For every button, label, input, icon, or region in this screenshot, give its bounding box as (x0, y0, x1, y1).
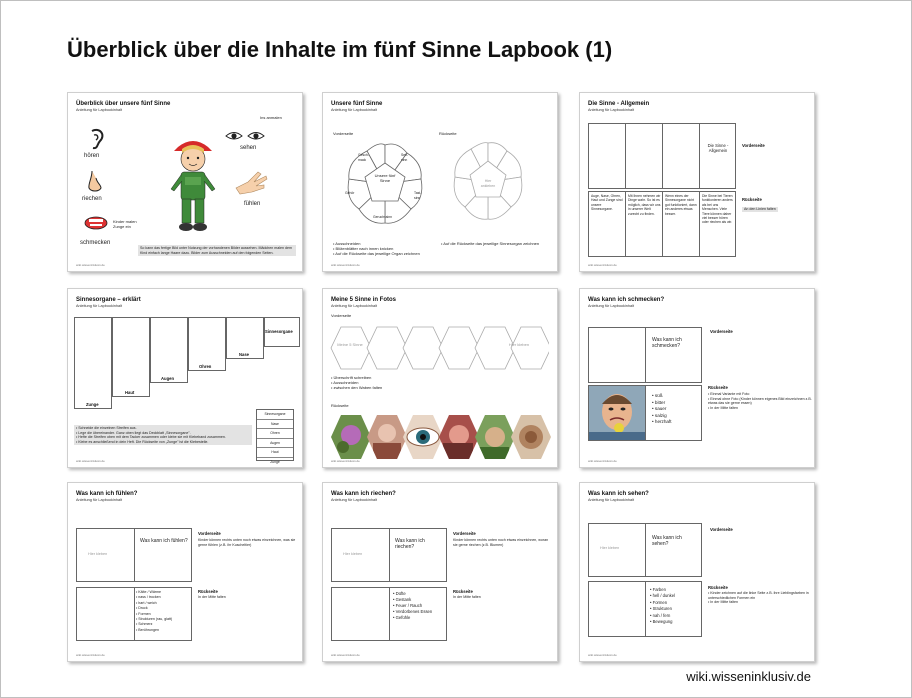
smell-item: • Düfte (393, 591, 447, 597)
strip-label-ohren: Ohren (199, 364, 212, 369)
see-item: • Strukturen (650, 606, 702, 612)
thumb-url: wiki.wisseninklusiv.de (76, 263, 105, 267)
see-item: • nah / fern (650, 613, 702, 619)
stack-item: Zunge (270, 459, 280, 464)
see-item: • Formen (650, 600, 702, 606)
thumb-subtitle: Anleitung für Lapbookinhalt (76, 304, 123, 308)
mouth-icon (84, 216, 108, 230)
thumb-url: wiki.wisseninklusiv.de (588, 653, 617, 657)
thumb-url: wiki.wisseninklusiv.de (76, 459, 105, 463)
back-note: In der Mitte falten (198, 595, 226, 599)
strip-label-haut: Haut (125, 390, 135, 395)
rueckseite-label: Rückseite (708, 585, 728, 590)
note: • Kinder zeichnen auf die linke Seite z.B. ihre Lieblingsfarben in unterschiedlichen Formen ein (708, 591, 812, 600)
back-card-divider (645, 385, 646, 441)
thumb-subtitle: Anleitung für Lapbookinhalt (76, 498, 123, 502)
thumb-sinne-in-fotos[interactable] (322, 288, 558, 468)
label-schmecken: schmecken (80, 240, 111, 246)
thumb-subtitle: Anleitung für Lapbookinhalt (588, 304, 635, 308)
strip-label-nase: Nase (239, 352, 250, 357)
label-malen: Kinder malen Zunge ein (113, 219, 137, 229)
bullet: • Überschrift schreiben (331, 375, 481, 380)
thumb-title: Sinnesorgane – erklärt (76, 297, 141, 303)
feel-item: • Strukturen (rau, glatt) (136, 617, 192, 622)
see-item: • hell / dunkel (650, 593, 702, 599)
thumb-title: Unsere fünf Sinne (331, 101, 383, 107)
bullets-right (441, 241, 551, 246)
see-item: • Farben (650, 587, 702, 593)
rueckseite-label: Rückseite (331, 403, 349, 408)
instructions (74, 425, 252, 445)
thumb-url: wiki.wisseninklusiv.de (588, 459, 617, 463)
stack-item: Nase (257, 420, 293, 430)
taste-item: • bitter (652, 400, 700, 407)
back-card-divider (645, 581, 646, 637)
hier-ankleben: Hier ankleben (480, 179, 496, 188)
vorderseite-label: Vorderseite (453, 531, 476, 536)
thumb-url: wiki.wisseninklusiv.de (76, 653, 105, 657)
feel-item: • Schmerz (136, 622, 192, 627)
thumb-fuehlen[interactable] (67, 482, 303, 662)
back-card-divider (389, 587, 390, 641)
bullet: • Auf die Rückseite das jeweilige Organ zeichnen (333, 251, 437, 256)
rueckseite-label: Rückseite (708, 385, 728, 390)
thumb-title: Meine 5 Sinne in Fotos (331, 297, 397, 303)
card-question: Was kann ich schmecken? (652, 337, 682, 349)
vorderseite-label: Vorderseite (710, 527, 733, 532)
bullet: • zwischen den Waben falten (331, 385, 481, 390)
tasting-photo (589, 386, 645, 440)
front-col-divider-1 (625, 123, 626, 189)
thumb-unsere-fuenf-sinne[interactable] (322, 92, 558, 272)
back-col-3: Wenn eines der Sinnesorgane nicht gut funktioniert, dann ein anderes etwas besser. (665, 194, 697, 216)
bullet: • Blütenblätter nach innen knicken (333, 246, 437, 251)
back-notes (708, 591, 812, 605)
thumb-url: wiki.wisseninklusiv.de (331, 653, 360, 657)
bullet: • Auf die Rückseite das jeweilige Sinnesorgan zeichnen (441, 241, 551, 246)
feel-item: • Formen (136, 612, 192, 617)
strip-label-augen: Augen (161, 376, 175, 381)
taste-item: • süß (652, 393, 700, 400)
vorderseite-label: Vorderseite (742, 143, 765, 148)
smell-list (393, 591, 447, 621)
stack-preview (256, 409, 294, 464)
feel-list (136, 590, 192, 633)
stack-item: Ohren (257, 429, 293, 439)
back-col-divider-1 (625, 191, 626, 257)
note: So kann das fertige Bild unter Nutzung der vorhandenen Bilder aussehen. Mädchen malen dem Kind einfach lange Haare dazu. Bilder zum Ausschneiden auf den folgenden Seiten. (138, 245, 296, 256)
bullet: • Lege die übereinander. Ganz oben liegt das Deckblatt „Sinnesorgane". (76, 431, 250, 436)
vorderseite-label: Vorderseite (333, 131, 354, 136)
stack-item: Augen (257, 439, 293, 449)
petal-label-5: Geruchssinn (373, 215, 393, 219)
note: • Einmal ohne Foto (Kinder können eigenes Bild einzeichnen z.B. etwas das sie gerne essen) (708, 397, 812, 406)
strip-haut (112, 317, 150, 397)
rueckseite-label: Rückseite (439, 131, 457, 136)
vorderseite-label: Vorderseite (331, 313, 352, 318)
smell-item: • Feuer / Rauch (393, 603, 447, 609)
feel-item: • hart / weich (136, 601, 192, 606)
page-title: Überblick über die Inhalte im fünf Sinne Lapbook (1) (67, 37, 613, 62)
smell-item: • Gestank (393, 597, 447, 603)
front-note: Kinder können rechts unten noch etwas einzeichnen, was sie gerne fühlen (z.B. ihr Kuscheltier) (198, 538, 296, 547)
hier-kleben: Hier kleben (600, 546, 620, 550)
taste-item: • sauer (652, 406, 700, 413)
feel-item: • Druck (136, 606, 192, 611)
front-card-divider (134, 528, 135, 582)
thumb-fuenf-sinne-overview[interactable] (67, 92, 303, 272)
front-col-divider-2 (662, 123, 663, 189)
thumb-sehen[interactable] (579, 482, 815, 662)
taste-item: • salzig (652, 413, 700, 420)
thumb-title: Überblick über unsere fünf Sinne (76, 101, 171, 107)
note: • Einmal Variante mit Foto (708, 392, 812, 397)
thumb-url: wiki.wisseninklusiv.de (331, 263, 360, 267)
rueckseite-label: Rückseite (742, 197, 762, 202)
label-anmalen: Ins anmalen (260, 115, 282, 120)
strip-ohren (188, 317, 226, 371)
label-hoeren: hören (84, 153, 100, 159)
thumb-subtitle: Anleitung für Lapbookinhalt (331, 304, 378, 308)
card-question: Was kann ich riechen? (395, 538, 425, 550)
see-item: • Bewegung (650, 619, 702, 625)
strip-label-zunge: Zunge (86, 402, 99, 407)
front-col-divider-3 (699, 123, 700, 189)
honeycomb-front (329, 323, 549, 373)
flower-center: Unsere fünf Sinne (374, 173, 396, 183)
bullet: • Ausschneiden (333, 241, 437, 246)
vorderseite-label: Vorderseite (198, 531, 221, 536)
thumb-sinnesorgane-erklaert[interactable] (67, 288, 303, 468)
hier-kleben: Hier kleben (88, 552, 108, 556)
smell-item: • Gefühle (393, 615, 447, 621)
label-sehen: sehen (240, 145, 257, 151)
label-riechen: riechen (82, 196, 102, 202)
strip-augen (150, 317, 188, 383)
strip-label-sinnesorgane: Sinnesorgane (265, 329, 293, 334)
petal-label-2: Seh-sinn (401, 153, 409, 162)
thumb-subtitle: Anleitung für Lapbookinhalt (588, 498, 635, 502)
nose-icon (86, 170, 104, 194)
bullet: • Klebe es anschließend in dein Heft. Die Rückseite von „Zunge" ist die Klebestelle. (76, 440, 250, 445)
back-col-2: Mit Ihnen nehmen wir Dinge wahr. So ist es möglich, dass wir uns in unserer Welt zurecht zu finden. (628, 194, 661, 216)
thumb-subtitle: Anleitung für Lapbookinhalt (588, 108, 635, 112)
feel-item: • Berührungen (136, 628, 192, 633)
bullets-left (333, 241, 437, 256)
back-col-divider-3 (699, 191, 700, 257)
thumb-subtitle: Anleitung für Lapbookinhalt (331, 498, 378, 502)
smell-item: • Verdorbenes Essen (393, 609, 447, 615)
thumb-subtitle: Anleitung für Lapbookinhalt (331, 108, 378, 112)
thumb-url: wiki.wisseninklusiv.de (331, 459, 360, 463)
back-card-divider (134, 587, 135, 641)
back-col-divider-2 (662, 191, 663, 257)
bullet: • Ausschneiden (331, 380, 481, 385)
back-col-1: Auge, Nase, Ohren, Haut und Zunge sind unsere Sinnesorgane. (591, 194, 623, 212)
back-notes (708, 392, 812, 410)
stack-item: Haut (257, 448, 293, 458)
note: • In der Mitte falten (708, 406, 812, 411)
taste-list (652, 393, 700, 426)
bullets (331, 375, 481, 390)
petal-label-3: Tast-sinn (414, 191, 422, 200)
front-note: Kinder können rechts unten noch etwas einzeichnen, woran sie gerne riechen (z.B. Blumen) (453, 538, 549, 547)
thumb-title: Was kann ich riechen? (331, 491, 396, 497)
hex-right-text: Hier kleben (508, 342, 530, 347)
feel-item: • Kälte / Wärme (136, 590, 192, 595)
hex-left-text: Meine 5 Sinne (337, 342, 363, 347)
vorderseite-label: Vorderseite (710, 329, 733, 334)
note: • In der Mitte falten (708, 600, 812, 605)
thumb-title: Was kann ich sehen? (588, 491, 649, 497)
thumb-url: wiki.wisseninklusiv.de (588, 263, 617, 267)
hier-kleben: Hier kleben (343, 552, 363, 556)
thumb-title: Was kann ich schmecken? (588, 297, 665, 303)
strip-zunge (74, 317, 112, 409)
ear-icon (86, 127, 106, 151)
feel-item: • nass / trocken (136, 595, 192, 600)
hand-icon (234, 168, 268, 196)
rueckseite-label: Rückseite (198, 589, 218, 594)
stack-item: Sinnesorgane (257, 410, 293, 420)
photo-strip (329, 413, 553, 461)
bullet: • Schneide die einzelnen Streifen aus. (76, 426, 250, 431)
petal-label-4: Gehör (345, 191, 355, 195)
back-note: In der Mitte falten (453, 595, 481, 599)
label-fuehlen: fühlen (244, 201, 261, 207)
see-list (650, 587, 702, 625)
footer-url[interactable]: wiki.wisseninklusiv.de (686, 669, 811, 684)
thumb-riechen[interactable] (322, 482, 558, 662)
child-figure-icon (166, 137, 220, 233)
card-question: Was kann ich fühlen? (140, 538, 188, 544)
eyes-icon (225, 129, 265, 143)
rueckseite-label: Rückseite (453, 589, 473, 594)
front-card-divider (389, 528, 390, 582)
thumb-title: Was kann ich fühlen? (76, 491, 138, 497)
thumb-subtitle: Anleitung für Lapbookinhalt (76, 108, 123, 112)
allgemein-label: Die Sinne - Allgemein (707, 143, 729, 153)
taste-item: • herzhaft (652, 419, 700, 426)
back-col-4: Die Sinne bei Tieren funktionieren anders als bei uns Menschen. Viele Tiere können daher viel besser hören oder riechen als wir. (702, 194, 733, 225)
thumb-title: Die Sinne - Allgemein (588, 101, 650, 107)
card-question: Was kann ich sehen? (652, 535, 682, 547)
front-card-divider (645, 327, 646, 383)
thumb-schmecken[interactable] (579, 288, 815, 468)
bullet: • Hefte die Streifen oben mit dem Tacker zusammen oder klebe sie mit Klebeband zusammen. (76, 435, 250, 440)
fold-tag: An den Linien falten (744, 207, 776, 211)
petal-label-1: Gesch-mack (358, 153, 369, 162)
thumb-sinne-allgemein[interactable] (579, 92, 815, 272)
front-card-divider (645, 523, 646, 577)
